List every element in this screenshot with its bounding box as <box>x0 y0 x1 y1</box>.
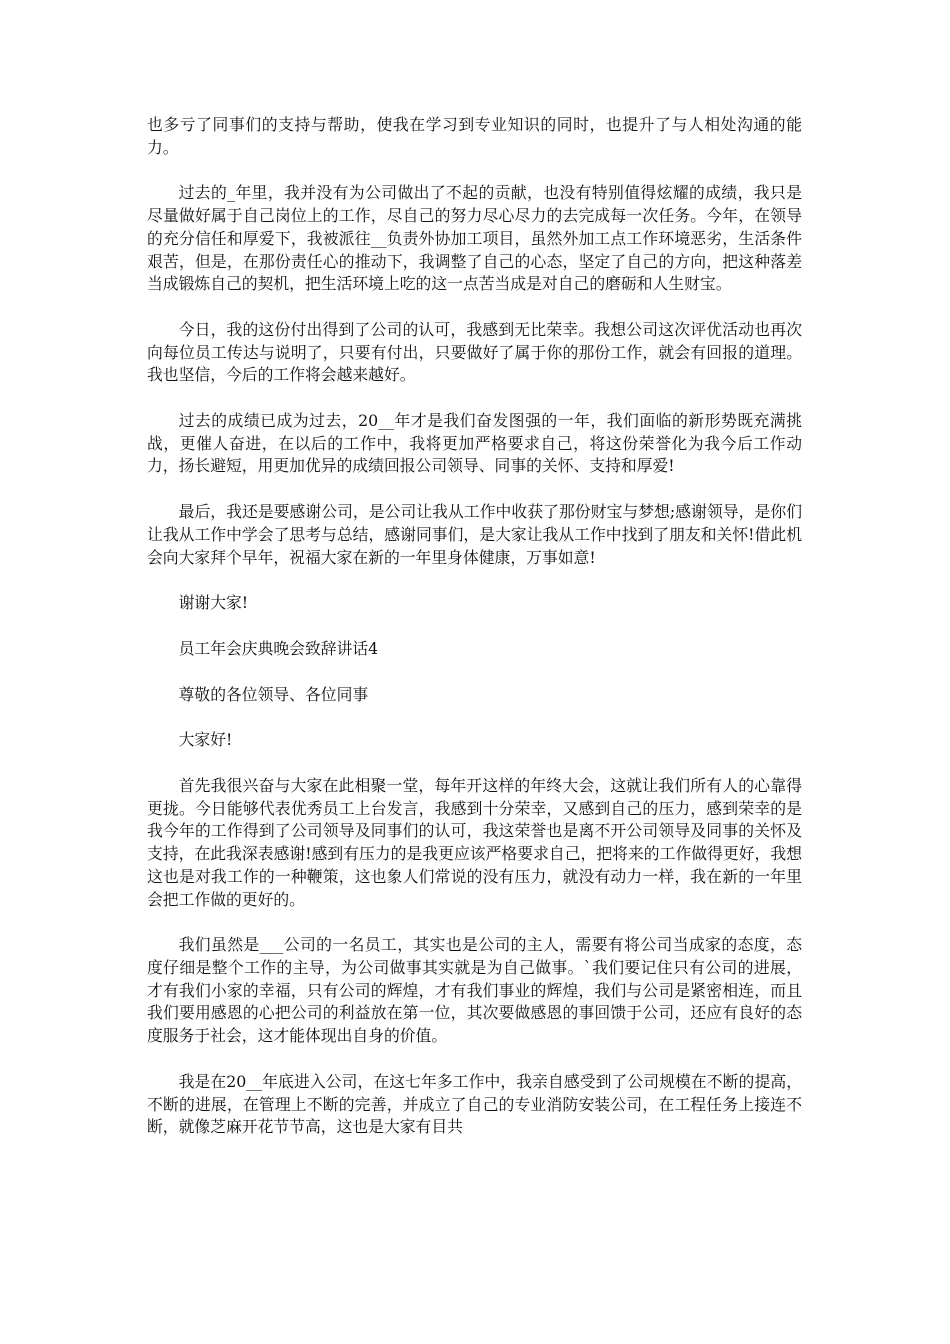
closing-line: 谢谢大家! <box>178 593 249 613</box>
paragraph: 我是在20__年底进入公司，在这七年多工作中，我亲自感受到了公司规模在不断的提高，不断的进展，在管理上不断的完善，并成立了自己的专业消防安装公司，在工程任务上接连不断，就像芝麻开花节节高，这也是大家有目共 <box>147 1071 802 1137</box>
speech-title: 员工年会庆典晚会致辞讲话4 <box>178 638 379 658</box>
paragraph: 也多亏了同事们的支持与帮助，使我在学习到专业知识的同时，也提升了与人相处沟通的能力。 <box>147 115 802 157</box>
paragraph: 首先我很兴奋与大家在此相聚一堂，每年开这样的年终大会，这就让我们所有人的心靠得更拢。今日能够代表优秀员工上台发言，我感到十分荣幸，又感到自己的压力，感到荣幸的是我今年的工作得到了公司领导及同事们的认可，我这荣誉也是离不开公司领导及同事的关怀及支持，在此我深表感谢!感到有压力的是我更应该严格要求自己，把将来的工作做得更好，我想这也是对我工作的一种鞭策，这也象人们常说的没有压力，就没有动力一样，我在新的一年里会把工作做的更好的。 <box>147 776 802 909</box>
paragraph: 过去的成绩已成为过去，20__年才是我们奋发图强的一年，我们面临的新形势既充满挑战，更催人奋进，在以后的工作中，我将更加严格要求自己，将这份荣誉化为我今后工作动力，扬长避短，用更加优异的成绩回报公司领导、同事的关怀、支持和厚爱! <box>147 411 802 476</box>
greeting: 大家好! <box>178 730 233 750</box>
paragraph: 我们虽然是___公司的一名员工，其实也是公司的主人，需要有将公司当成家的态度，态度仔细是整个工作的主导，为公司做事其实就是为自己做事。`我们要记住只有公司的进展，才有我们小家的幸福，只有公司的辉煌，才有我们事业的辉煌，我们与公司是紧密相连，而且我们要用感恩的心把公司的利益放在第一位，其次要做感恩的事回馈于公司，还应有良好的态度服务于社会，这才能体现出自身的价值。 <box>147 935 802 1046</box>
paragraph: 最后，我还是要感谢公司，是公司让我从工作中收获了那份财宝与梦想;感谢领导，是你们让我从工作中学会了思考与总结，感谢同事们，是大家让我从工作中找到了朋友和关怀!借此机会向大家拜个早年，祝福大家在新的一年里身体健康，万事如意! <box>147 502 802 567</box>
document-page <box>147 114 802 1162</box>
salutation: 尊敬的各位领导、各位同事 <box>178 684 369 704</box>
paragraph: 过去的_年里，我并没有为公司做出了不起的贡献，也没有特别值得炫耀的成绩，我只是尽量做好属于自己岗位上的工作，尽自己的努力尽心尽力的去完成每一次任务。今年，在领导的充分信任和厚爱下，我被派往__负责外协加工项目，虽然外加工点工作环境恶劣，生活条件艰苦，但是，在那份责任心的推动下，我调整了自己的心态，坚定了自己的方向，把这种落差当成锻炼自己的契机，把生活环境上吃的这一点苦当成是对自己的磨砺和人生财宝。 <box>147 183 802 294</box>
paragraph: 今日，我的这份付出得到了公司的认可，我感到无比荣幸。我想公司这次评优活动也再次向每位员工传达与说明了，只要有付出，只要做好了属于你的那份工作，就会有回报的道理。我也坚信，今后的工作将会越来越好。 <box>147 319 802 385</box>
